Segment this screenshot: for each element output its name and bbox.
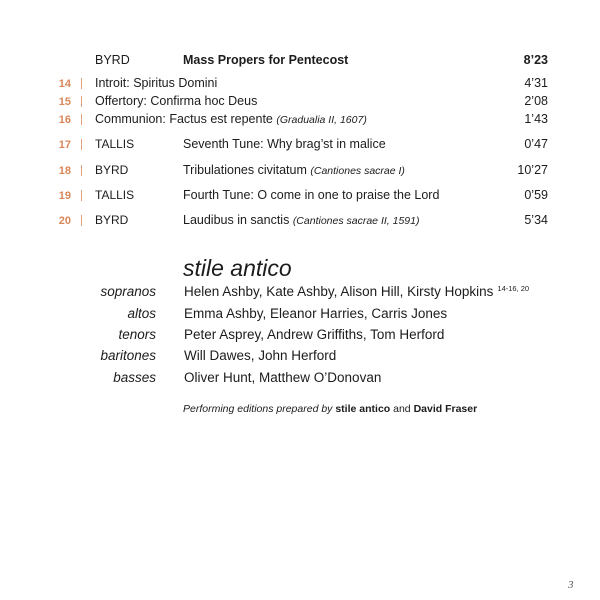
track-title: Communion: Factus est repente xyxy=(95,112,273,126)
track-separator xyxy=(81,215,82,226)
track-duration: 1’43 xyxy=(524,112,548,126)
track-number: 14 xyxy=(58,78,71,90)
track-composer: BYRD xyxy=(95,163,129,177)
credit-and: and xyxy=(393,403,411,415)
track-separator xyxy=(81,139,82,150)
voice-part: sopranos xyxy=(100,284,156,299)
track-title: Tribulationes civitatum xyxy=(183,163,307,177)
track-separator xyxy=(81,96,82,107)
track-source: (Cantiones sacrae II, 1591) xyxy=(292,215,420,227)
page-number: 3 xyxy=(568,579,574,591)
editions-credit xyxy=(183,403,477,415)
performer-names: Helen Ashby, Kate Ashby, Alison Hill, Kirsty Hopkins xyxy=(184,284,494,299)
track-title-row xyxy=(183,213,419,227)
performer-names: Will Dawes, John Herford xyxy=(184,348,337,363)
track-duration: 2’08 xyxy=(524,94,548,108)
track-number: 15 xyxy=(58,96,71,108)
track-source: (Gradualia II, 1607) xyxy=(276,114,367,126)
track-duration: 0’59 xyxy=(524,188,548,202)
credit-prefix: Performing editions prepared by xyxy=(183,403,333,415)
performer-names: Peter Asprey, Andrew Griffiths, Tom Herford xyxy=(184,327,445,342)
performer-names: Oliver Hunt, Matthew O’Donovan xyxy=(184,370,382,385)
track-number: 20 xyxy=(58,215,71,227)
track-title: Fourth Tune: O come in one to praise the Lord xyxy=(183,188,440,202)
header-composer: BYRD xyxy=(95,53,130,67)
track-separator xyxy=(81,190,82,201)
track-separator xyxy=(81,114,82,125)
track-number: 19 xyxy=(58,190,71,202)
voice-part: altos xyxy=(127,306,156,321)
track-title-row xyxy=(183,163,405,177)
voice-part: baritones xyxy=(100,348,156,363)
track-title: Introit: Spiritus Domini xyxy=(95,76,218,90)
ensemble-name: stile antico xyxy=(183,255,292,281)
header-duration: 8’23 xyxy=(523,53,548,67)
track-composer: TALLIS xyxy=(95,137,135,151)
track-composer: BYRD xyxy=(95,213,129,227)
performer-names-row xyxy=(184,284,529,299)
track-number: 17 xyxy=(58,139,71,151)
track-source: (Cantiones sacrae I) xyxy=(310,165,405,177)
voice-part: tenors xyxy=(118,327,156,342)
track-separator xyxy=(81,78,82,89)
track-title: Laudibus in sanctis xyxy=(183,213,290,227)
track-composer: TALLIS xyxy=(95,188,135,202)
header-title: Mass Propers for Pentecost xyxy=(183,53,349,67)
voice-part: basses xyxy=(113,370,156,385)
track-duration: 0’47 xyxy=(524,137,548,151)
track-duration: 10’27 xyxy=(517,163,548,177)
track-title: Offertory: Confirma hoc Deus xyxy=(95,94,258,108)
track-separator xyxy=(81,165,82,176)
track-title: Seventh Tune: Why brag’st in malice xyxy=(183,137,386,151)
credit-editor: David Fraser xyxy=(413,403,478,415)
track-note: 14-16, 20 xyxy=(497,284,530,293)
track-number: 18 xyxy=(58,165,71,177)
track-duration: 4’31 xyxy=(524,76,548,90)
track-title-row xyxy=(95,112,367,126)
credit-ensemble: stile antico xyxy=(335,403,391,415)
track-duration: 5’34 xyxy=(524,213,548,227)
performer-names: Emma Ashby, Eleanor Harries, Carris Jones xyxy=(184,306,448,321)
track-number: 16 xyxy=(58,114,71,126)
